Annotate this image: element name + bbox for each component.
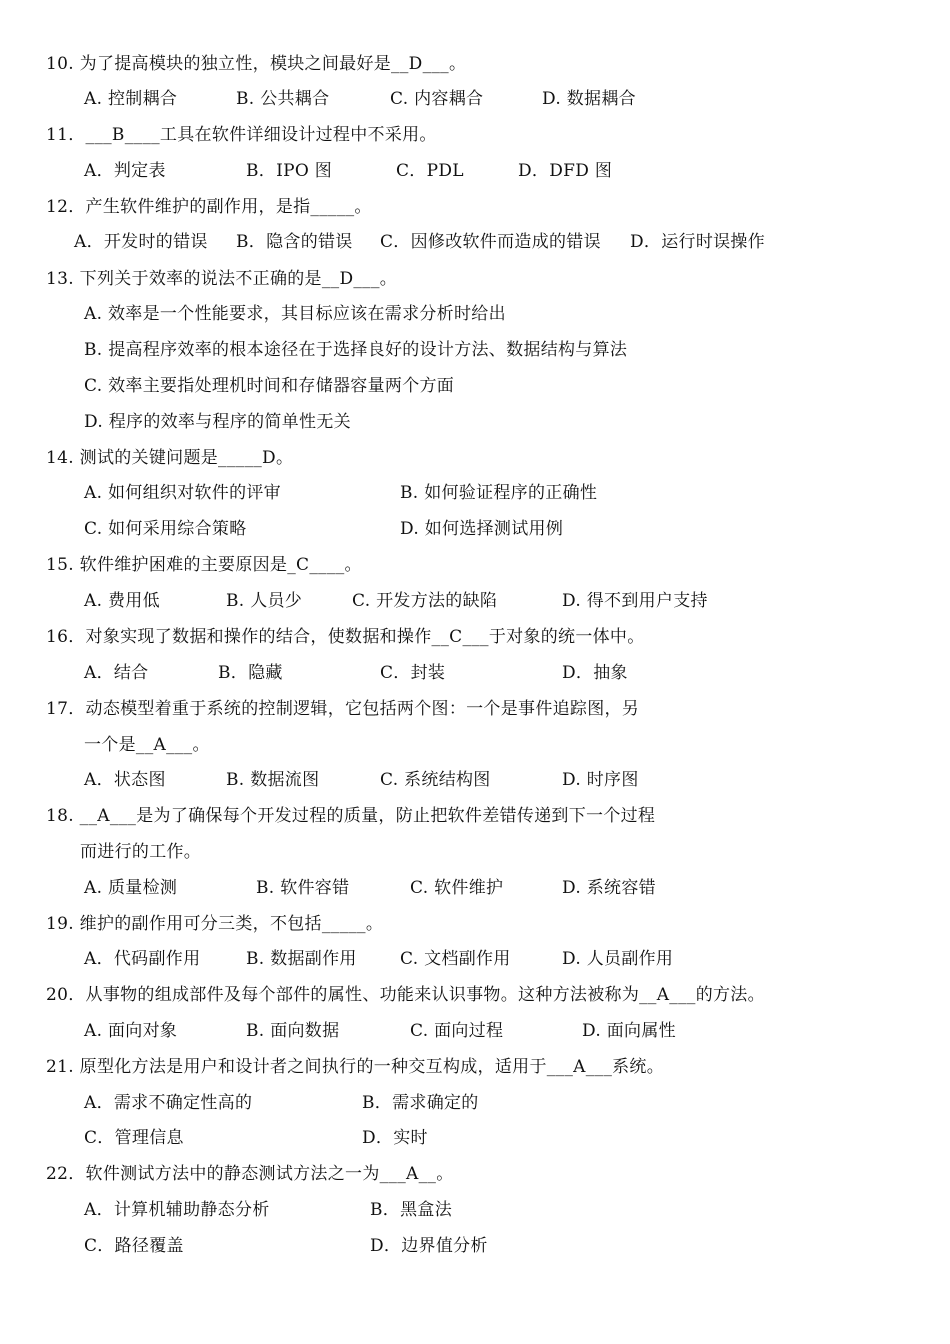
question-10-option-d: D. 数据耦合 bbox=[542, 89, 636, 109]
question-20-option-b: B. 面向数据 bbox=[246, 1021, 340, 1041]
question-19-option-c: C. 文档副作用 bbox=[400, 949, 511, 969]
question-12-option-c: C．因修改软件而造成的错误 bbox=[380, 232, 601, 252]
question-10-stem: 10. 为了提高模块的独立性，模块之间最好是__D___。 bbox=[46, 54, 467, 74]
question-14-option-a: A. 如何组织对软件的评审 bbox=[84, 483, 281, 503]
question-13-stem: 13. 下列关于效率的说法不正确的是__D___。 bbox=[46, 269, 398, 289]
question-12-option-d: D．运行时误操作 bbox=[630, 232, 766, 252]
question-21-stem: 21. 原型化方法是用户和设计者之间执行的一种交互构成，适用于___A___系统。 bbox=[46, 1057, 665, 1077]
question-15-option-b: B. 人员少 bbox=[226, 591, 303, 611]
question-14-stem: 14. 测试的关键问题是_____D。 bbox=[46, 448, 294, 468]
question-22-stem: 22．软件测试方法中的静态测试方法之一为___A__。 bbox=[46, 1164, 454, 1184]
question-19-stem: 19. 维护的副作用可分三类，不包括_____。 bbox=[46, 914, 384, 934]
question-21-option-d: D．实时 bbox=[362, 1128, 428, 1148]
question-13-option-b: B. 提高程序效率的根本途径在于选择良好的设计方法、数据结构与算法 bbox=[84, 340, 628, 360]
question-10-option-c: C. 内容耦合 bbox=[390, 89, 484, 109]
question-15-option-a: A. 费用低 bbox=[84, 591, 160, 611]
question-20-option-c: C. 面向过程 bbox=[410, 1021, 504, 1041]
question-12-option-b: B．隐含的错误 bbox=[236, 232, 353, 252]
question-18-option-d: D. 系统容错 bbox=[562, 878, 656, 898]
question-11-option-a: A．判定表 bbox=[84, 161, 166, 181]
question-19-option-d: D. 人员副作用 bbox=[562, 949, 674, 969]
question-17-option-b: B. 数据流图 bbox=[226, 770, 320, 790]
question-11-option-d: D．DFD 图 bbox=[518, 161, 613, 181]
question-15-option-d: D. 得不到用户支持 bbox=[562, 591, 708, 611]
question-17-option-a: A．状态图 bbox=[84, 770, 166, 790]
question-22-option-b: B．黑盒法 bbox=[370, 1200, 452, 1220]
question-13-option-d: D. 程序的效率与程序的简单性无关 bbox=[84, 412, 351, 432]
question-16-option-a: A．结合 bbox=[84, 663, 149, 683]
question-17-option-c: C. 系统结构图 bbox=[380, 770, 491, 790]
question-22-option-a: A．计算机辅助静态分析 bbox=[84, 1200, 270, 1220]
question-14-option-d: D. 如何选择测试用例 bbox=[400, 519, 564, 539]
question-12-option-a: A．开发时的错误 bbox=[74, 232, 208, 252]
question-20-option-a: A. 面向对象 bbox=[84, 1021, 178, 1041]
question-14-option-c: C. 如何采用综合策略 bbox=[84, 519, 247, 539]
question-21-option-c: C．管理信息 bbox=[84, 1128, 184, 1148]
question-20-option-d: D. 面向属性 bbox=[582, 1021, 676, 1041]
question-14-option-b: B. 如何验证程序的正确性 bbox=[400, 483, 598, 503]
question-16-option-b: B．隐藏 bbox=[218, 663, 283, 683]
question-12-stem: 12．产生软件维护的副作用，是指_____。 bbox=[46, 197, 372, 217]
question-18-stem-line-1: 18. __A___是为了确保每个开发过程的质量，防止把软件差错传递到下一个过程 bbox=[46, 806, 656, 826]
question-11-stem: 11．___B____工具在软件详细设计过程中不采用。 bbox=[46, 125, 437, 145]
question-17-stem-line-2: 一个是__A___。 bbox=[84, 735, 210, 755]
question-18-option-a: A. 质量检测 bbox=[84, 878, 178, 898]
question-17-option-d: D. 时序图 bbox=[562, 770, 639, 790]
question-21-option-a: A．需求不确定性高的 bbox=[84, 1093, 253, 1113]
question-10-option-b: B. 公共耦合 bbox=[236, 89, 330, 109]
question-13-option-a: A. 效率是一个性能要求，其目标应该在需求分析时给出 bbox=[84, 304, 506, 324]
question-16-option-c: C．封装 bbox=[380, 663, 446, 683]
question-11-option-b: B．IPO 图 bbox=[246, 161, 333, 181]
question-22-option-d: D．边界值分析 bbox=[370, 1236, 488, 1256]
question-16-stem: 16．对象实现了数据和操作的结合，使数据和操作__C___于对象的统一体中。 bbox=[46, 627, 645, 647]
question-13-option-c: C. 效率主要指处理机时间和存储器容量两个方面 bbox=[84, 376, 455, 396]
question-19-option-b: B. 数据副作用 bbox=[246, 949, 357, 969]
question-21-option-b: B．需求确定的 bbox=[362, 1093, 479, 1113]
question-16-option-d: D．抽象 bbox=[562, 663, 628, 683]
question-18-option-b: B. 软件容错 bbox=[256, 878, 350, 898]
question-15-stem: 15. 软件维护困难的主要原因是_C____。 bbox=[46, 555, 362, 575]
question-17-stem-line-1: 17．动态模型着重于系统的控制逻辑，它包括两个图：一个是事件追踪图，另 bbox=[46, 699, 640, 719]
question-15-option-c: C. 开发方法的缺陷 bbox=[352, 591, 498, 611]
question-19-option-a: A．代码副作用 bbox=[84, 949, 201, 969]
question-22-option-c: C．路径覆盖 bbox=[84, 1236, 184, 1256]
question-10-option-a: A. 控制耦合 bbox=[84, 89, 178, 109]
question-18-stem-line-2: 而进行的工作。 bbox=[80, 842, 202, 862]
question-20-stem: 20．从事物的组成部件及每个部件的属性、功能来认识事物。这种方法被称为__A___的方法。 bbox=[46, 985, 765, 1005]
question-18-option-c: C. 软件维护 bbox=[410, 878, 504, 898]
question-11-option-c: C．PDL bbox=[396, 161, 464, 181]
